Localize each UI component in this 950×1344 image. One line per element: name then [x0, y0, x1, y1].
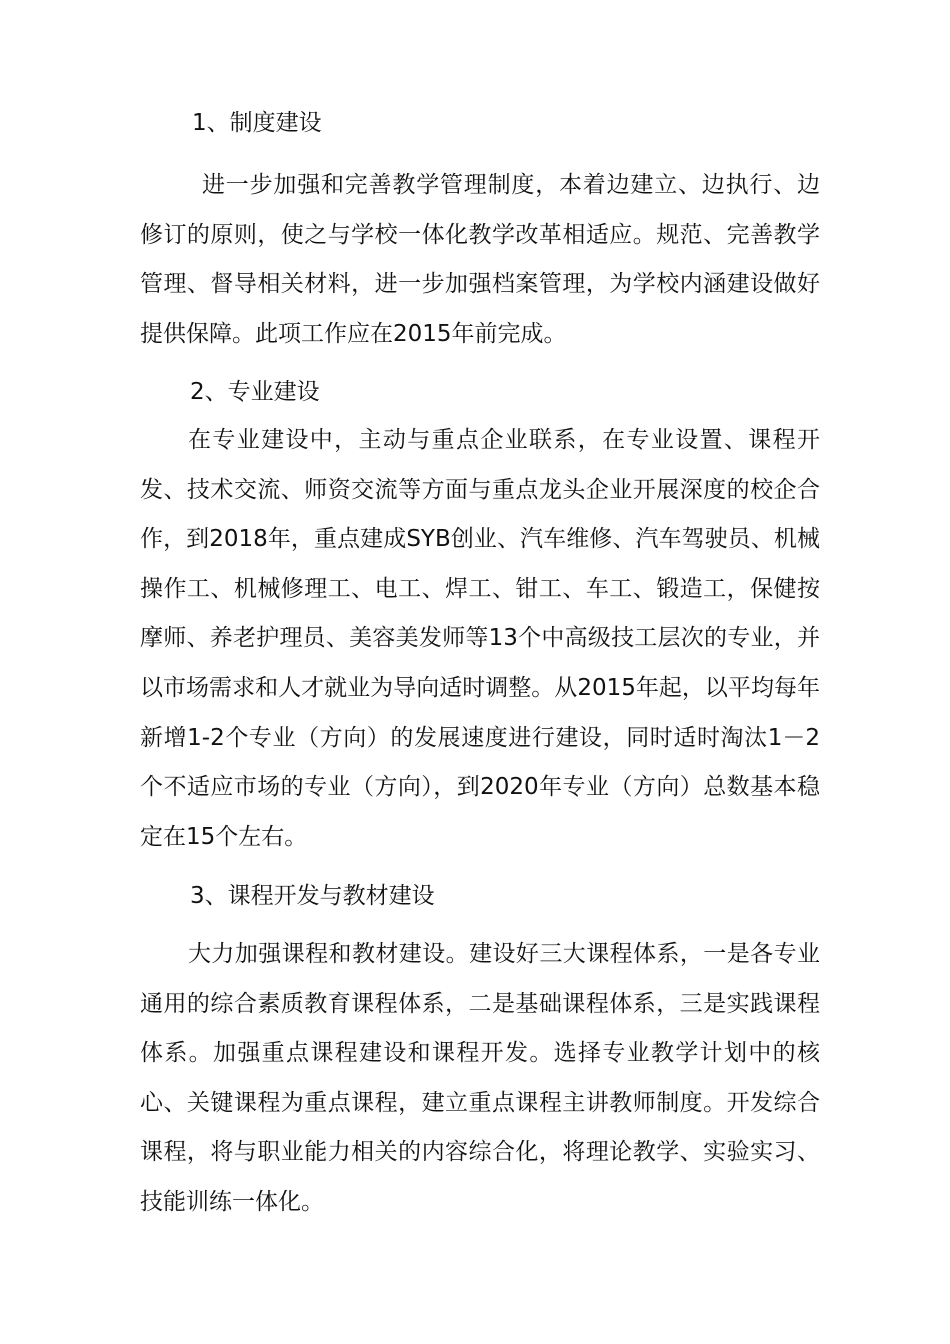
section-heading-1: 1、制度建设: [192, 110, 322, 136]
section-heading-3: 3、课程开发与教材建设: [190, 883, 435, 909]
section-heading-2: 2、专业建设: [190, 379, 320, 405]
section-paragraph-2: 在专业建设中，主动与重点企业联系，在专业设置、课程开发、技术交流、师资交流等方面与重点龙头企业开展深度的校企合作，到2018年，重点建成SYB创业、汽车维修、汽车驾驶员、机械操作工、机械修理工、电工、焊工、钳工、车工、锻造工，保健按摩师、养老护理员、美容美发师等13个中高级技工层次的专业，并以市场需求和人才就业为导向适时调整。从2015年起，以平均每年新增1-2个专业（方向）的发展速度进行建设，同时适时淘汰1－2个不适应市场的专业（方向），到2020年专业（方向）总数基本稳定在15个左右。: [140, 427, 820, 850]
section-paragraph-1: 进一步加强和完善教学管理制度，本着边建立、边执行、边修订的原则，使之与学校一体化教学改革相适应。规范、完善教学管理、督导相关材料，进一步加强档案管理，为学校内涵建设做好提供保障。此项工作应在2015年前完成。: [140, 172, 820, 347]
section-paragraph-3: 大力加强课程和教材建设。建设好三大课程体系，一是各专业通用的综合素质教育课程体系，二是基础课程体系，三是实践课程体系。加强重点课程建设和课程开发。选择专业教学计划中的核心、关键课程为重点课程，建立重点课程主讲教师制度。开发综合课程，将与职业能力相关的内容综合化，将理论教学、实验实习、技能训练一体化。: [140, 941, 820, 1215]
